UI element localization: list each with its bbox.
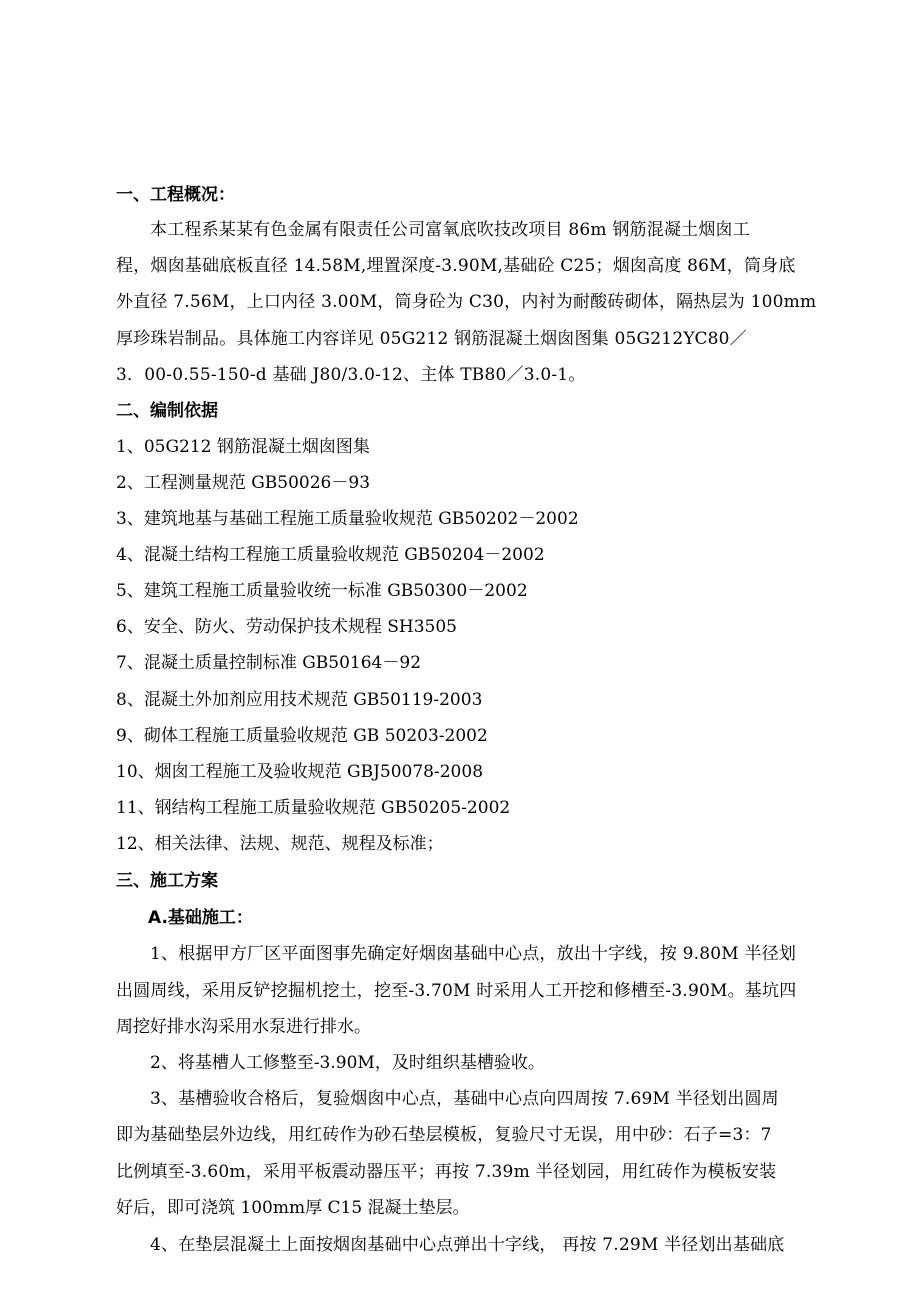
subsection-heading-foundation: A.基础施工： <box>148 908 253 928</box>
plan-line: 好后，即可浇筑 100mm厚 C15 混凝土垫层。 <box>116 1198 470 1218</box>
basis-item: 6、安全、防火、劳动保护技术规程 SH3505 <box>116 617 457 637</box>
basis-item: 1、05G212 钢筋混凝土烟囱图集 <box>116 437 370 457</box>
plan-line: 2、将基槽人工修整至-3.90M，及时组织基槽验收。 <box>150 1053 545 1073</box>
plan-line: 周挖好排水沟采用水泵进行排水。 <box>116 1017 371 1037</box>
plan-line: 比例填至-3.60m，采用平板震动器压平；再按 7.39m 半径划园，用红砖作为模板安装 <box>116 1162 777 1182</box>
plan-line: 3、基槽验收合格后，复验烟囱中心点，基础中心点向四周按 7.69M 半径划出圆周 <box>150 1089 779 1109</box>
plan-line: 4、在垫层混凝土上面按烟囱基础中心点弹出十字线， 再按 7.29M 半径划出基础底 <box>150 1235 785 1255</box>
plan-line: 1、根据甲方厂区平面图事先确定好烟囱基础中心点，放出十字线，按 9.80M 半径划 <box>150 944 797 964</box>
basis-item: 11、钢结构工程施工质量验收规范 GB50205-2002 <box>116 798 511 818</box>
basis-item: 2、工程测量规范 GB50026－93 <box>116 473 371 493</box>
plan-line: 即为基础垫层外边线，用红砖作为砂石垫层模板，复验尺寸无误，用中砂：石子=3：7 <box>116 1125 772 1145</box>
overview-line: 程，烟囱基础底板直径 14.58M,埋置深度-3.90M,基础砼 C25；烟囱高度 86M，筒身底 <box>116 256 796 276</box>
basis-item: 12、相关法律、法规、规范、规程及标准； <box>116 834 444 854</box>
basis-item: 9、砌体工程施工质量验收规范 GB 50203-2002 <box>116 726 488 746</box>
overview-line: 外直径 7.56M，上口内径 3.00M，筒身砼为 C30，内衬为耐酸砖砌体，隔热层为 100mm <box>116 292 817 312</box>
overview-line: 厚珍珠岩制品。具体施工内容详见 05G212 钢筋混凝土烟囱图集 05G212YC80／ <box>116 329 747 349</box>
plan-line: 出圆周线，采用反铲挖掘机挖土，挖至-3.70M 时采用人工开挖和修槽至-3.90M。基坑四 <box>116 981 797 1001</box>
basis-item: 8、混凝土外加剂应用技术规范 GB50119-2003 <box>116 690 483 710</box>
section-heading-basis: 二、编制依据 <box>116 401 218 421</box>
basis-item: 10、烟囱工程施工及验收规范 GBJ50078-2008 <box>116 762 484 782</box>
basis-item: 4、混凝土结构工程施工质量验收规范 GB50204－2002 <box>116 545 545 565</box>
basis-item: 7、混凝土质量控制标准 GB50164－92 <box>116 653 422 673</box>
section-heading-plan: 三、施工方案 <box>116 871 218 891</box>
section-heading-overview: 一、工程概况： <box>116 185 235 205</box>
basis-item: 5、建筑工程施工质量验收统一标准 GB50300－2002 <box>116 581 528 601</box>
basis-item: 3、建筑地基与基础工程施工质量验收规范 GB50202－2002 <box>116 509 579 529</box>
overview-line: 本工程系某某有色金属有限责任公司富氧底吹技改项目 86m 钢筋混凝土烟囱工 <box>150 220 750 240</box>
overview-line: 3．00-0.55-150-d 基础 J80/3.0-12、主体 TB80／3.0-1。 <box>116 365 586 385</box>
